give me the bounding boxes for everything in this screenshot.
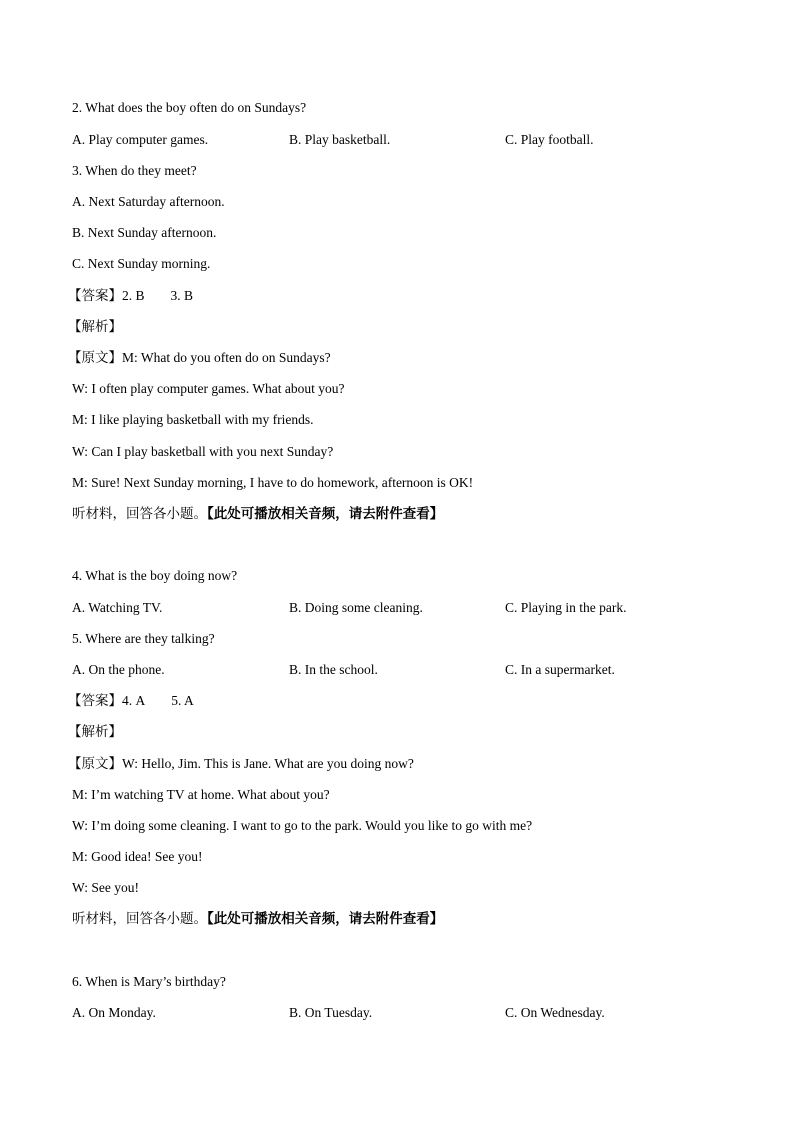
question-4-options [0,599,794,617]
listen-instruction-1 [72,505,443,523]
option-c: C. Playing in the park. [505,600,627,615]
answer-value: 4. A [122,693,146,708]
dialogue-line: M: I’m watching TV at home. What about you? [72,787,330,802]
option-a: A. On the phone. [72,662,165,677]
question-2-options [0,131,794,149]
dialogue-line: M: Sure! Next Sunday morning, I have to do homework, afternoon is OK! [72,475,474,490]
question-6: 6. When is Mary’s birthday? [72,974,226,989]
option-b: B. Doing some cleaning. [289,600,423,615]
listen-prefix: 听材料，回答各小题。 [72,911,207,927]
option-a: A. On Monday. [72,1005,156,1020]
answer-value: 5. A [171,693,194,708]
listen-instruction-2 [72,910,443,928]
answer-value: 3. B [170,288,194,303]
question-3: 3. When do they meet? [72,163,197,178]
audio-note: 【此处可播放相关音频，请去附件查看】 [207,506,444,522]
question-3-option-c: C. Next Sunday morning. [72,256,211,271]
analysis-tag: 【解析】 [68,724,122,740]
dialogue-line: W: I’m doing some cleaning. I want to go to the park. Would you like to go with me? [72,818,533,833]
option-c: C. Play football. [505,132,594,147]
option-b: B. On Tuesday. [289,1005,373,1020]
analysis-heading-2 [68,723,122,741]
answer-value: 2. B [122,288,145,303]
question-6-options [0,1004,794,1022]
option-a: A. Play computer games. [72,132,209,147]
listen-prefix: 听材料，回答各小题。 [72,506,207,522]
dialogue-line: W: See you! [72,880,139,895]
audio-note: 【此处可播放相关音频，请去附件查看】 [207,911,444,927]
option-a: A. Watching TV. [72,600,163,615]
question-3-option-b: B. Next Sunday afternoon. [72,225,217,240]
analysis-tag: 【解析】 [68,319,122,335]
question-2: 2. What does the boy often do on Sundays? [72,100,307,115]
dialogue-text: W: Hello, Jim. This is Jane. What are you doing now? [122,756,414,771]
dialogue-text: M: What do you often do on Sundays? [122,350,331,365]
dialogue-line: M: I like playing basketball with my friends. [72,412,314,427]
dialogue-line: W: Can I play basketball with you next Sunday? [72,444,334,459]
option-b: B. In the school. [289,662,378,677]
question-4: 4. What is the boy doing now? [72,568,238,583]
original-tag: 【原文】 [68,350,122,366]
dialogue-line [68,755,414,773]
analysis-heading-1 [68,318,122,336]
dialogue-line [68,349,331,367]
dialogue-line: W: I often play computer games. What about you? [72,381,345,396]
answer-tag: 【答案】 [68,693,122,709]
dialogue-line: M: Good idea! See you! [72,849,203,864]
question-5: 5. Where are they talking? [72,631,215,646]
option-b: B. Play basketball. [289,132,391,147]
answer-line-2 [68,692,194,710]
option-c: C. In a supermarket. [505,662,615,677]
option-c: C. On Wednesday. [505,1005,605,1020]
answer-line-1 [68,287,193,305]
answer-tag: 【答案】 [68,288,122,304]
question-3-option-a: A. Next Saturday afternoon. [72,194,225,209]
question-5-options [0,661,794,679]
original-tag: 【原文】 [68,756,122,772]
